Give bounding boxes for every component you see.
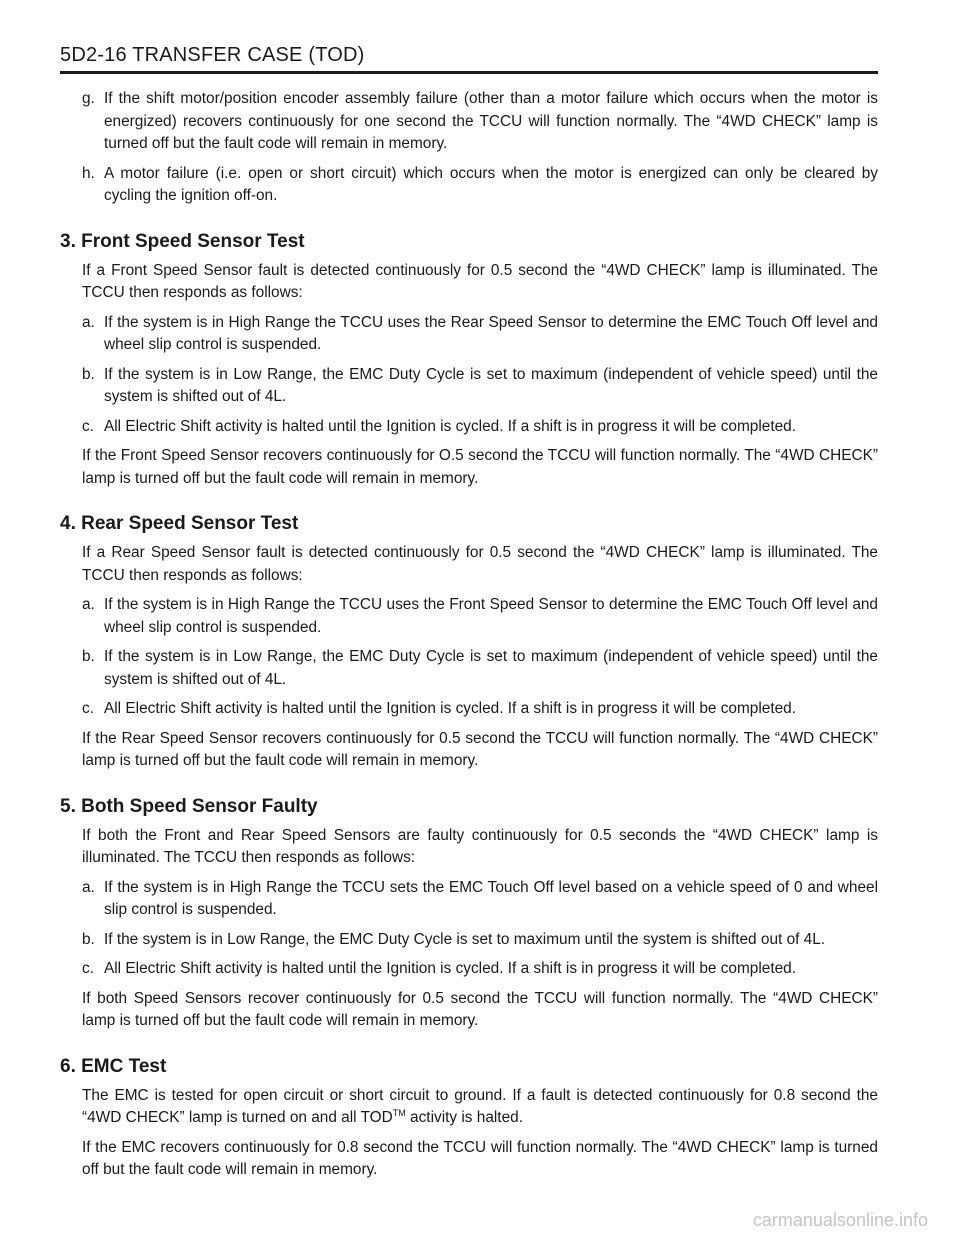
- list-marker: b.: [82, 930, 95, 948]
- list-item-text: If the system is in High Range the TCCU sets the EMC Touch Off level based on a vehicle speed of 0 and wheel slip control is suspended.: [104, 878, 878, 918]
- list-item-text: If the system is in High Range the TCCU uses the Front Speed Sensor to determine the EMC Touch Off level and wheel slip control is suspended.: [104, 596, 878, 636]
- list-marker: a.: [82, 878, 95, 896]
- list-marker: a.: [82, 596, 95, 613]
- section-outro: If both Speed Sensors recover continuously for 0.5 second the TCCU will function normally. The “4WD CHECK” lamp is turned off but the fault code will remain in memory.: [82, 989, 878, 1029]
- list-item-text: If the shift motor/position encoder assembly failure (other than a motor failure which occurs when the motor is energized) recovers continuously for one second the TCCU will function normally. The “4WD CHECK” lamp is turned off but the fault code will remain in memory.: [104, 90, 878, 152]
- section-intro: [82, 1085, 878, 1130]
- section-intro: If a Rear Speed Sensor fault is detected continuously for 0.5 second the “4WD CHECK” lamp is illuminated. The TCCU then responds as follows:: [82, 544, 878, 584]
- list-item: [82, 958, 878, 981]
- section-outro: If the Front Speed Sensor recovers continuously for O.5 second the TCCU will function normally. The “4WD CHECK” lamp is turned off but the fault code will remain in memory.: [82, 447, 878, 487]
- list-item: [82, 698, 878, 721]
- page-header: [60, 42, 878, 74]
- list-item-text: All Electric Shift activity is halted until the Ignition is cycled. If a shift is in progress it will be completed.: [104, 700, 797, 717]
- list-item: [82, 877, 878, 922]
- list-marker: g.: [82, 90, 95, 107]
- page-title: 5D2-16 TRANSFER CASE (TOD): [60, 44, 365, 66]
- list-item: [82, 364, 878, 409]
- section-intro-text: The EMC is tested for open circuit or short circuit to ground. If a fault is detected continuously for 0.8 second the “4WD CHECK” lamp is turned on and all TOD: [82, 1086, 878, 1126]
- list-item-text: If the system is in Low Range, the EMC Duty Cycle is set to maximum (independent of vehicle speed) until the system is shifted out of 4L.: [104, 648, 878, 688]
- list-marker: a.: [82, 313, 95, 331]
- section-intro-text-end: activity is halted.: [405, 1109, 523, 1126]
- section-title-emc-test: 6. EMC Test: [60, 1055, 167, 1077]
- list-item: [82, 646, 878, 691]
- list-item-text: If the system is in Low Range, the EMC Duty Cycle is set to maximum (independent of vehicle speed) until the system is shifted out of 4L.: [104, 365, 878, 405]
- list-item: [82, 312, 878, 357]
- section-outro: If the EMC recovers continuously for 0.8 second the TCCU will function normally. The “4WD CHECK” lamp is turned off but the fault code will remain in memory.: [82, 1138, 878, 1178]
- section-outro: If the Rear Speed Sensor recovers continuously for 0.5 second the TCCU will function normally. The “4WD CHECK” lamp is turned off but the fault code will remain in memory.: [82, 729, 878, 769]
- section-title-rear-speed-sensor: 4. Rear Speed Sensor Test: [60, 513, 299, 534]
- list-item: [82, 416, 878, 439]
- section-title-both-speed-sensors: 5. Both Speed Sensor Faulty: [60, 795, 318, 817]
- trademark-mark: TM: [392, 1108, 406, 1118]
- section-title-front-speed-sensor: 3. Front Speed Sensor Test: [60, 230, 305, 252]
- watermark: carmanualsonline.info: [752, 1210, 928, 1230]
- list-item-text: All Electric Shift activity is halted until the Ignition is cycled. If a shift is in progress it will be completed.: [104, 417, 797, 435]
- list-item: [82, 163, 878, 208]
- list-item: [82, 88, 878, 156]
- list-item-text: A motor failure (i.e. open or short circuit) which occurs when the motor is energized can only be cleared by cycling the ignition off-on.: [104, 164, 878, 204]
- section-intro: If both the Front and Rear Speed Sensors are faulty continuously for 0.5 seconds the “4WD CHECK” lamp is illuminated. The TCCU then responds as follows:: [82, 826, 878, 866]
- list-item: [82, 929, 878, 952]
- section-intro: If a Front Speed Sensor fault is detected continuously for 0.5 second the “4WD CHECK” lamp is illuminated. The TCCU then responds as follows:: [82, 261, 878, 301]
- list-marker: c.: [82, 960, 94, 977]
- page-content: [60, 88, 878, 1189]
- list-item-text: If the system is in High Range the TCCU uses the Rear Speed Sensor to determine the EMC Touch Off level and wheel slip control is suspended.: [104, 313, 878, 353]
- list-marker: c.: [82, 417, 94, 435]
- list-marker: h.: [82, 164, 95, 182]
- list-item-text: All Electric Shift activity is halted until the Ignition is cycled. If a shift is in progress it will be completed.: [104, 960, 797, 977]
- list-marker: c.: [82, 700, 94, 717]
- list-item: [82, 594, 878, 639]
- list-item-text: If the system is in Low Range, the EMC Duty Cycle is set to maximum until the system is shifted out of 4L.: [104, 930, 826, 948]
- list-marker: b.: [82, 365, 95, 383]
- list-marker: b.: [82, 648, 95, 665]
- header-rule: [60, 71, 878, 74]
